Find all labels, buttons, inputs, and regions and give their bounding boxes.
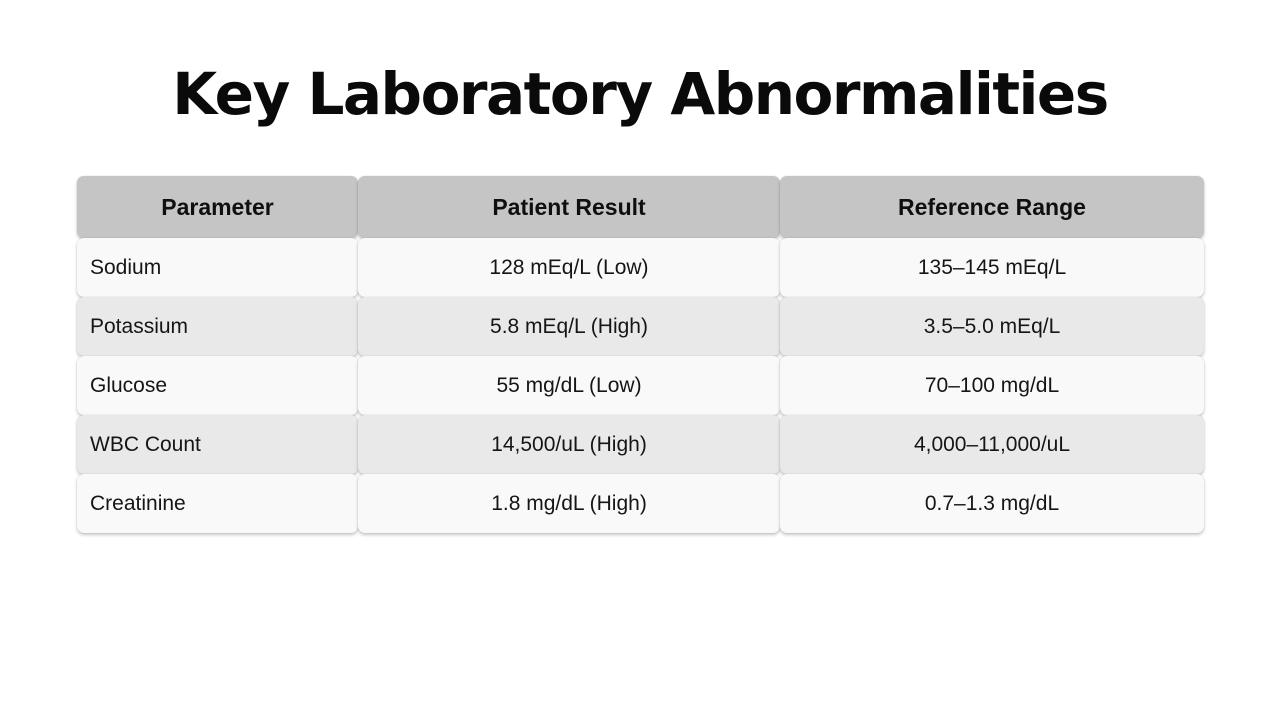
header-patient-result: Patient Result — [358, 176, 780, 238]
table-row — [77, 297, 1204, 356]
parameter-cell: Sodium — [77, 238, 358, 297]
header-reference-range: Reference Range — [780, 176, 1204, 238]
reference-range-cell: 0.7–1.3 mg/dL — [780, 474, 1204, 533]
table-row — [77, 356, 1204, 415]
reference-range-cell: 135–145 mEq/L — [780, 238, 1204, 297]
patient-result-cell: 1.8 mg/dL (High) — [358, 474, 780, 533]
table-row — [77, 474, 1204, 533]
table-row — [77, 415, 1204, 474]
header-parameter: Parameter — [77, 176, 358, 238]
patient-result-cell: 128 mEq/L (Low) — [358, 238, 780, 297]
reference-range-cell: 4,000–11,000/uL — [780, 415, 1204, 474]
reference-range-cell: 3.5–5.0 mEq/L — [780, 297, 1204, 356]
parameter-cell: WBC Count — [77, 415, 358, 474]
patient-result-cell: 14,500/uL (High) — [358, 415, 780, 474]
parameter-cell: Glucose — [77, 356, 358, 415]
parameter-cell: Potassium — [77, 297, 358, 356]
parameter-cell: Creatinine — [77, 474, 358, 533]
lab-results-table — [77, 176, 1204, 533]
slide-title: Key Laboratory Abnormalities — [172, 60, 1108, 128]
patient-result-cell: 55 mg/dL (Low) — [358, 356, 780, 415]
table-row — [77, 238, 1204, 297]
reference-range-cell: 70–100 mg/dL — [780, 356, 1204, 415]
table-header-row — [77, 176, 1204, 238]
patient-result-cell: 5.8 mEq/L (High) — [358, 297, 780, 356]
